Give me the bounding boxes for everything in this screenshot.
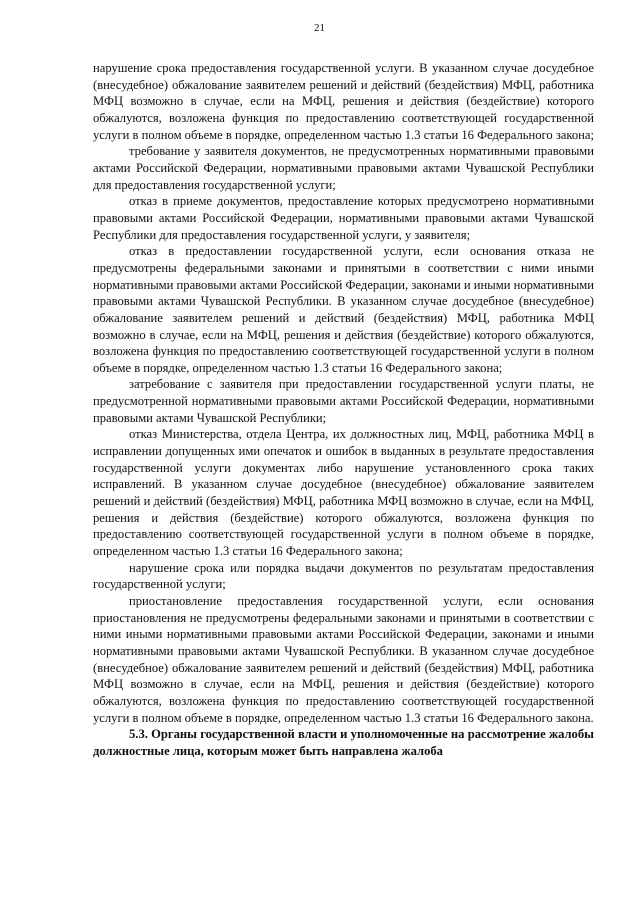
paragraph: нарушение срока или порядка выдачи документов по результатам предоставления государственной услуги; [93, 560, 594, 592]
paragraph: затребование с заявителя при предоставлении государственной услуги платы, не предусмотренной нормативными правовыми актами Российской Федерации, нормативными правовыми актами Чувашской Республики; [93, 377, 594, 425]
paragraph: приостановление предоставления государственной услуги, если основания приостановления не предусмотрены федеральными законами и принятыми в соответствии с ними иными нормативными правовыми актами Российской Федерации, законами и иными нормативными правовыми актами Чувашской Республики. В указанном случае досудебное (внесудебное) обжалование заявителем решений и действий (бездействия) МФЦ, работника МФЦ возможно в случае, если на МФЦ, решения и действия (бездействие) которого обжалуются, возложена функция по предоставлению соответствующей государственной услуги в полном объеме в порядке, определенном частью 1.3 статьи 16 Федерального закона. [93, 594, 594, 725]
paragraph: отказ Министерства, отдела Центра, их должностных лиц, МФЦ, работника МФЦ в исправлении допущенных ими опечаток и ошибок в выданных в результате предоставления государственной услуги документах либо нарушение установленного срока таких исправлений. В указанном случае досудебное (внесудебное) обжалование заявителем решений и действий (бездействия) МФЦ, работника МФЦ возможно в случае, если на МФЦ, решения и действия (бездействие) которого обжалуются, возложена функция по предоставлению соответствующей государственной услуги в полном объеме в порядке, определенном частью 1.3 статьи 16 Федерального закона; [93, 427, 594, 559]
page-number: 21 [314, 22, 325, 34]
paragraph-continuation: нарушение срока предоставления государственной услуги. В указанном случае досудебное (внесудебное) обжалование заявителем решений и действий (бездействия) МФЦ, работника МФЦ возможно в случае, если на МФЦ, решения и действия (бездействие) которого обжалуются, возложена функция по предоставлению соответствующей государственной услуги в полном объеме в порядке, определенном частью 1.3 статьи 16 Федерального закона; [93, 61, 594, 142]
paragraph: отказ в предоставлении государственной услуги, если основания отказа не предусмотрены федеральными законами и принятыми в соответствии с ними иными нормативными правовыми актами Российской Федерации, законами и иными нормативными правовыми актами Чувашской Республики. В указанном случае досудебное (внесудебное) обжалование заявителем решений и действий (бездействия) МФЦ, работника МФЦ возможно в случае, если на МФЦ, решения и действия (бездействие) которого обжалуются, возложена функция по предоставлению соответствующей государственной услуги в полном объеме в порядке, определенном частью 1.3 статьи 16 Федерального закона; [93, 244, 594, 375]
paragraph: требование у заявителя документов, не предусмотренных нормативными правовыми актами Российской Федерации, нормативными правовыми актами Чувашской Республики для предоставления государственной услуги; [93, 144, 594, 192]
section-heading: 5.3. Органы государственной власти и уполномоченные на рассмотрение жалобы должностные лица, которым может быть направлена жалоба [93, 727, 594, 758]
paragraph: отказ в приеме документов, предоставление которых предусмотрено нормативными правовыми актами Российской Федерации, нормативными правовыми актами Чувашской Республики для предоставления государственной услуги, у заявителя; [93, 194, 594, 242]
document-body [93, 60, 594, 760]
